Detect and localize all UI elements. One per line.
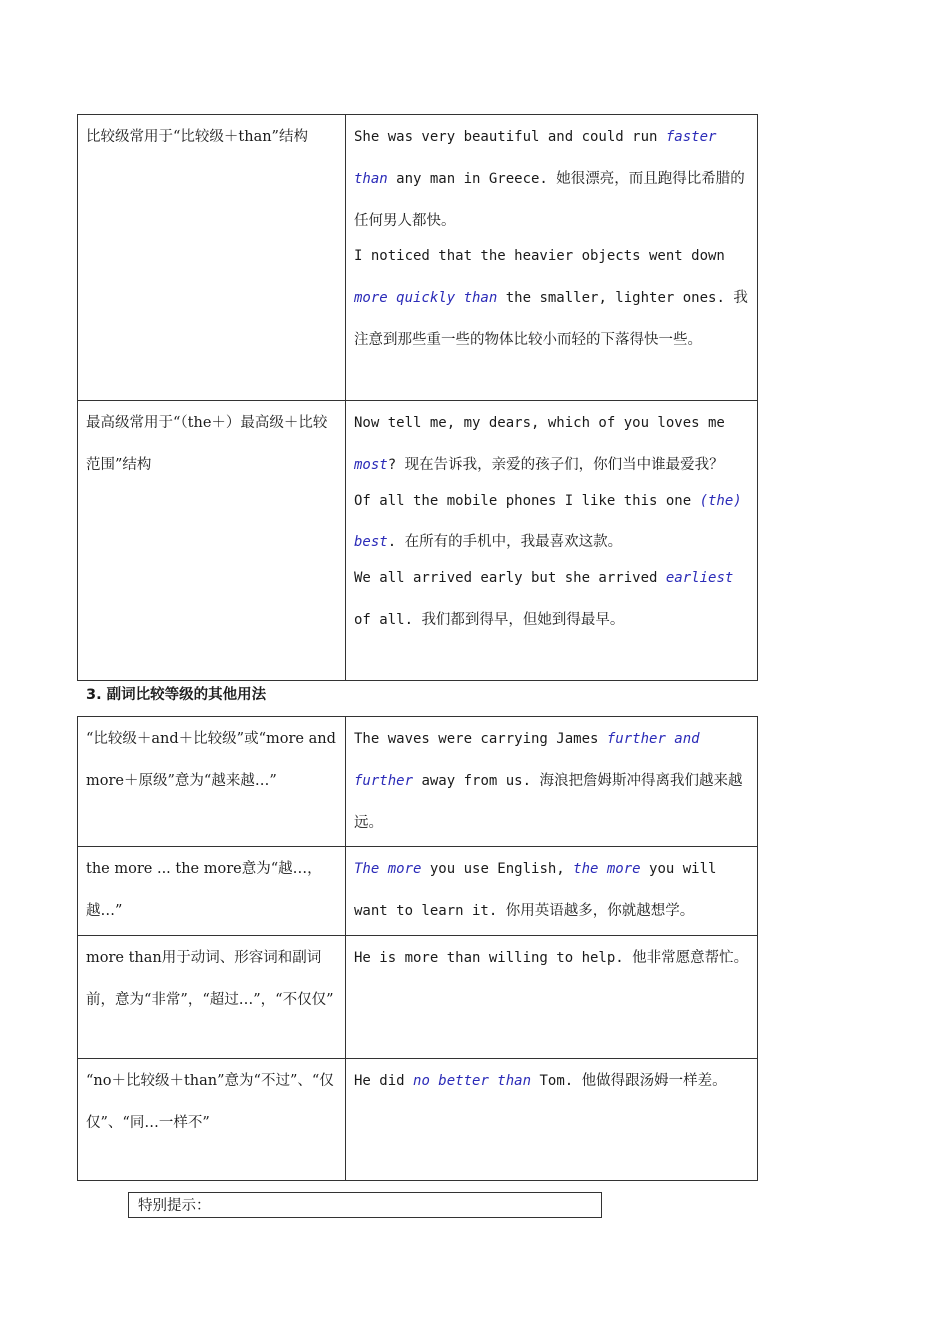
highlighted-phrase: most xyxy=(354,456,388,473)
table-row xyxy=(78,1058,758,1180)
note-label: 特别提示： xyxy=(138,1198,211,1214)
table-row xyxy=(78,717,758,847)
usage-rule-cell: more than用于动词、形容词和副词前，意为“非常”，“超过…”，“不仅仅” xyxy=(78,935,346,1058)
usage-rule-cell: “比较级＋and＋比较级”或“more and more＋原级”意为“越来越…” xyxy=(78,717,346,847)
table-row xyxy=(78,115,758,401)
english-text: She was very beautiful and could run xyxy=(354,129,666,145)
usage-rule-cell: 最高级常用于“（the＋）最高级＋比较范围”结构 xyxy=(78,401,346,681)
english-text: you use English, xyxy=(421,861,574,878)
highlighted-phrase: (the) best xyxy=(354,492,742,551)
example-sentence xyxy=(354,938,749,980)
chinese-translation: 你用英语越多，你就越想学。 xyxy=(505,903,695,920)
chinese-translation: 他做得跟汤姆一样差。 xyxy=(581,1072,727,1089)
example-sentence xyxy=(354,719,749,844)
example-sentence xyxy=(354,849,749,933)
example-cell xyxy=(346,1058,758,1180)
chinese-translation: 他非常愿意帮忙。 xyxy=(632,949,749,966)
usage-rule-cell: “no＋比较级＋than”意为“不过”、“仅仅”、“同…一样不” xyxy=(78,1058,346,1180)
example-cell xyxy=(346,401,758,681)
table-row xyxy=(78,847,758,936)
chinese-translation: 我们都到得早，但她到得最早。 xyxy=(421,611,625,628)
english-text: ? xyxy=(387,456,405,473)
english-text: Now tell me, my dears, which of you loves me xyxy=(354,415,725,431)
highlighted-phrase: faster than xyxy=(354,129,717,187)
highlighted-phrase: no better than xyxy=(413,1072,532,1089)
chinese-translation: 我注意到那些重一些的物体比较小而轻的下落得快一些。 xyxy=(354,290,748,348)
usage-rule-cell: 比较级常用于“比较级＋than”结构 xyxy=(78,115,346,401)
table-row xyxy=(78,401,758,681)
english-text: I noticed that the heavier objects went down xyxy=(354,248,725,265)
highlighted-phrase: the more xyxy=(573,861,641,878)
highlighted-phrase: further and further xyxy=(354,731,700,789)
english-text: He is more than willing to help. xyxy=(354,949,633,966)
english-text: He did xyxy=(354,1072,414,1089)
example-sentence xyxy=(354,236,749,361)
english-text: of all. xyxy=(354,611,422,628)
highlighted-phrase: The more xyxy=(354,861,422,878)
example-sentence xyxy=(354,558,749,642)
example-cell xyxy=(346,717,758,847)
english-text: Tom. xyxy=(531,1072,582,1089)
example-sentence xyxy=(354,403,749,487)
comparison-table-body xyxy=(78,115,758,681)
other-usage-table xyxy=(77,716,758,1181)
english-text: . xyxy=(387,534,405,551)
example-sentence xyxy=(354,117,749,242)
english-text: you will want to learn it. xyxy=(354,861,717,920)
chinese-translation: 在所有的手机中，我最喜欢这款。 xyxy=(404,534,623,551)
example-cell xyxy=(346,847,758,936)
example-cell xyxy=(346,115,758,401)
english-text: The waves were carrying James xyxy=(354,731,607,747)
example-sentence xyxy=(354,481,749,565)
english-text: the smaller, lighter ones. xyxy=(497,290,734,307)
english-text: any man in Greece. xyxy=(387,170,557,187)
comparison-table xyxy=(77,114,758,681)
english-text: We all arrived early but she arrived xyxy=(354,570,666,587)
example-cell xyxy=(346,935,758,1058)
english-text: away from us. xyxy=(413,772,540,789)
chinese-translation: 海浪把詹姆斯冲得离我们越来越远。 xyxy=(354,772,743,831)
section-heading: 3. 副词比较等级的其他用法 xyxy=(86,687,267,703)
chinese-translation: 现在告诉我，亲爱的孩子们，你们当中谁最爱我？ xyxy=(404,456,724,473)
highlighted-phrase: more quickly than xyxy=(354,290,498,307)
chinese-translation: 她很漂亮，而且跑得比希腊的任何男人都快。 xyxy=(354,170,745,229)
note-box xyxy=(128,1192,602,1218)
other-usage-table-body xyxy=(78,717,758,1181)
example-sentence xyxy=(354,1061,749,1103)
english-text: Of all the mobile phones I like this one xyxy=(354,492,700,509)
highlighted-phrase: earliest xyxy=(665,570,734,587)
table-row xyxy=(78,935,758,1058)
usage-rule-cell: the more ... the more意为“越…，越…” xyxy=(78,847,346,936)
